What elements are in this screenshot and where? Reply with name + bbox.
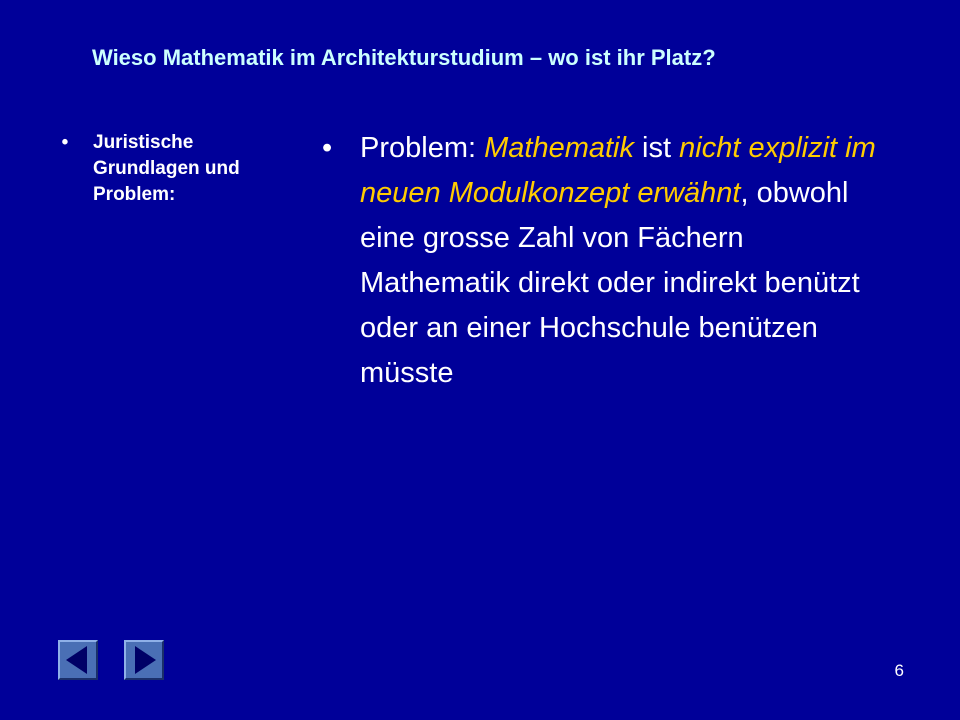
triangle-left-icon (60, 642, 96, 678)
highlight-mathematik: Mathematik (484, 132, 634, 164)
text-ist: ist (634, 132, 680, 164)
main-bullet-text (360, 126, 900, 396)
triangle-right-icon (126, 642, 162, 678)
left-bullet-text: Juristische Grundlagen und Problem: (93, 132, 240, 205)
highlight-not-mentioned: nicht explizit im neuen Modulkonzept erwähnt (360, 132, 876, 209)
previous-slide-button[interactable] (58, 640, 98, 680)
text-remainder: , obwohl eine grosse Zahl von Fächern Mathematik direkt oder indirekt benützt oder an einer Hochschule benützen müsste (360, 177, 860, 389)
slide-title: Wieso Mathematik im Architekturstudium – wo ist ihr Platz? (92, 45, 716, 70)
main-bullet-marker: • (322, 132, 333, 164)
text-problem-label: Problem: (360, 132, 485, 164)
left-bullet-marker: • (61, 132, 69, 153)
next-slide-button[interactable] (124, 640, 164, 680)
page-number: 6 (894, 661, 904, 680)
